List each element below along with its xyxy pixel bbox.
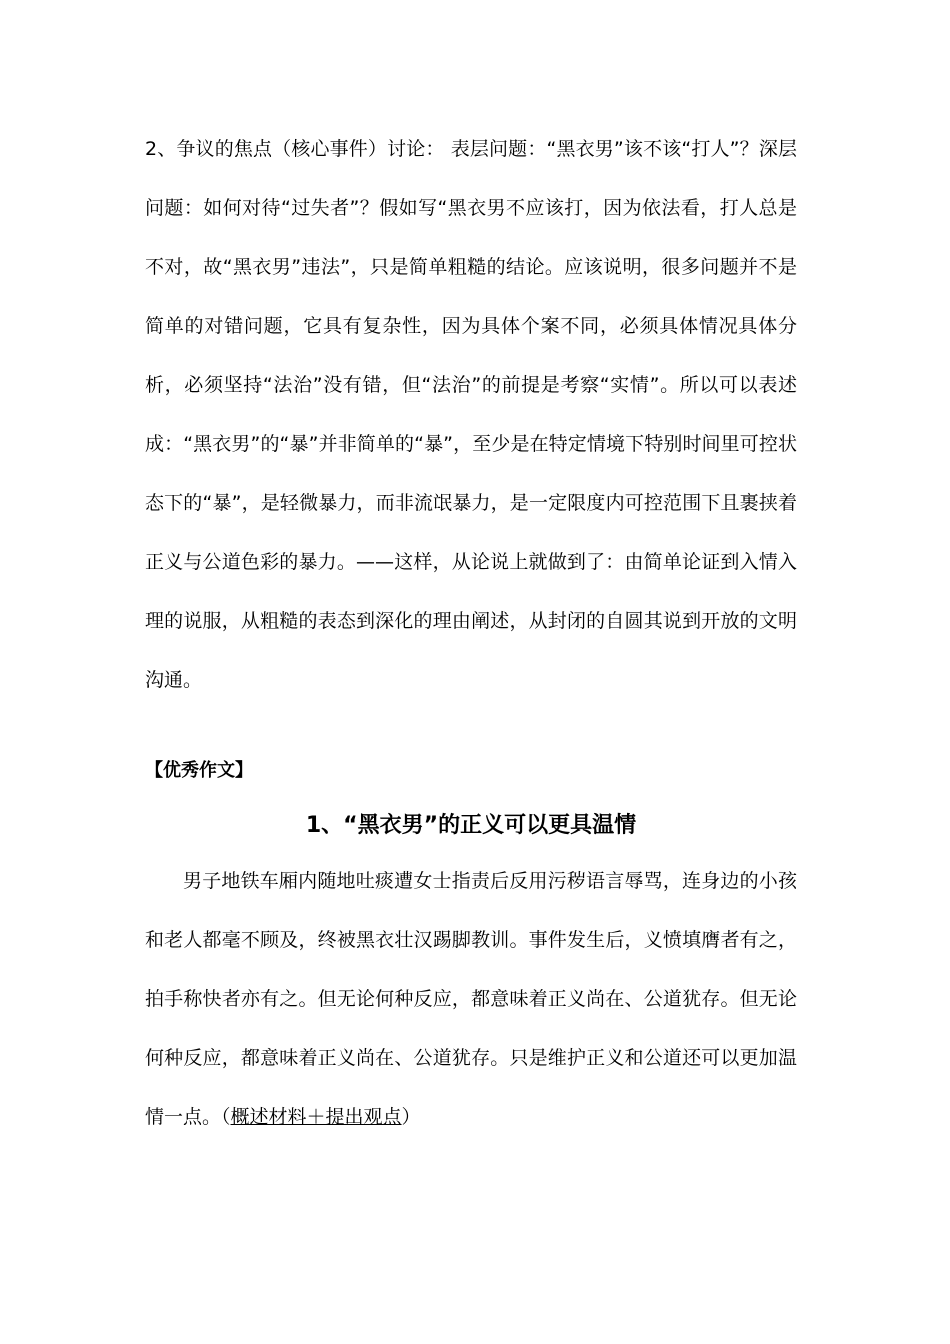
annotation-close: ） (401, 1106, 421, 1128)
essay-paragraph (145, 852, 797, 1147)
annotation-note (221, 1106, 421, 1128)
essay-title: 1、“黑衣男”的正义可以更具温情 (305, 813, 637, 838)
section-label: 【优秀作文】 (145, 760, 253, 781)
essay-paragraph-text: 男子地铁车厢内随地吐痰遭女士指责后反用污秽语言辱骂，连身边的小孩和老人都毫不顾及，终被黑衣壮汉踢脚教训。事件发生后，义愤填膺者有之，拍手称快者亦有之。但无论何种反应，都意味着正义尚在、公道犹存。但无论何种反应，都意味着正义尚在、公道犹存。只是维护正义和公道还可以更加温情一点。 (145, 870, 797, 1128)
annotation-open: （ (221, 1106, 231, 1128)
annotation-text: 概述材料＋提出观点 (230, 1106, 402, 1128)
discussion-paragraph: 2、争议的焦点（核心事件）讨论： 表层问题：“黑衣男”该不该“打人”？深层问题：如何对待“过失者”？假如写“黑衣男不应该打，因为依法看，打人总是不对，故“黑衣男”违法”，只是简单粗糙的结论。应该说明，很多问题并不是简单的对错问题，它具有复杂性，因为具体个案不同，必须具体情况具体分析，必须坚持“法治”没有错，但“法治”的前提是考察“实情”。所以可以表述成：“黑衣男”的“暴”并非简单的“暴”，至少是在特定情境下特别时间里可控状态下的“暴”，是轻微暴力，而非流氓暴力，是一定限度内可控范围下且裹挟着正义与公道色彩的暴力。——这样，从论说上就做到了：由简单论证到入情入理的说服，从粗糙的表态到深化的理由阐述，从封闭的自圆其说到开放的文明沟通。 (145, 138, 797, 691)
